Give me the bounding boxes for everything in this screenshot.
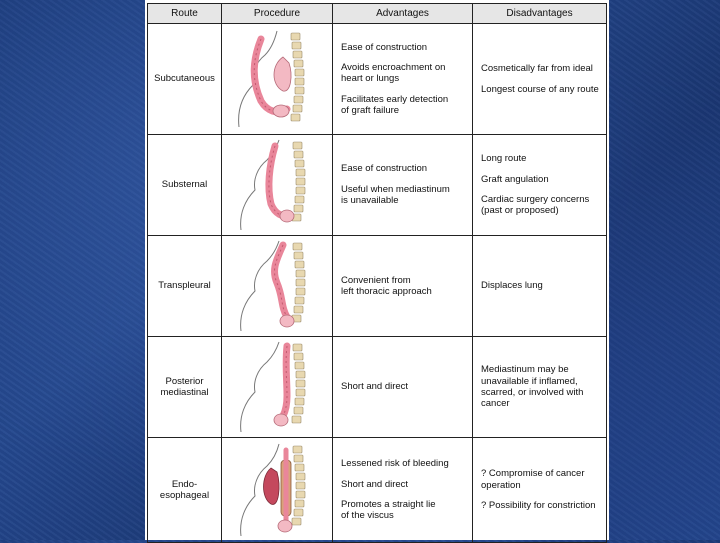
route-cell (148, 24, 222, 135)
table-row (148, 24, 607, 135)
table-sheet (145, 0, 609, 540)
route-cell (148, 135, 222, 236)
advantage-item: Ease of construction (341, 41, 428, 53)
route-cell (148, 337, 222, 438)
table-row (148, 236, 607, 337)
advantage-item: Lessened risk of bleeding (341, 458, 449, 470)
advantage-item: Facilitates early detection of graft failure (341, 93, 449, 117)
header-disadvantages: Disadvantages (473, 4, 607, 24)
advantage-item: Short and direct (341, 381, 409, 393)
table-row (148, 135, 607, 236)
disadvantages-cell (473, 438, 607, 543)
disadvantage-item: Cosmetically far from ideal (481, 63, 593, 75)
procedure-cell (222, 24, 333, 135)
disadvantage-item: Long route (481, 153, 527, 165)
advantages-cell (333, 438, 473, 543)
procedure-cell (222, 438, 333, 543)
disadvantage-item: Mediastinum may be unavailable if inflamed, scarred, or involved with cancer (481, 364, 584, 410)
advantage-item: Ease of construction (341, 163, 428, 175)
advantage-item: Convenient from left thoracic approach (341, 274, 432, 297)
route-label: Posterior mediastinal (160, 375, 209, 398)
procedure-cell (222, 337, 333, 438)
header-procedure: Procedure (222, 4, 333, 24)
disadvantages-cell (473, 24, 607, 135)
disadvantages-cell (473, 135, 607, 236)
advantages-cell (333, 24, 473, 135)
reconstruction-routes-table (147, 3, 607, 543)
procedure-cell (222, 135, 333, 236)
route-label: Transpleural (158, 280, 211, 292)
disadvantage-item: ? Possibility for constriction (481, 500, 596, 512)
header-row (148, 4, 607, 24)
transpleural-route-illustration (231, 239, 323, 333)
advantage-item: Promotes a straight lie of the viscus (341, 499, 436, 522)
table-row (148, 337, 607, 438)
advantages-cell (333, 337, 473, 438)
disadvantages-cell (473, 337, 607, 438)
route-label: Endo- esophageal (159, 478, 210, 501)
route-label: Substernal (161, 179, 208, 191)
header-route: Route (148, 4, 222, 24)
advantages-cell (333, 236, 473, 337)
table-row (148, 438, 607, 543)
route-label: Subcutaneous (154, 73, 215, 85)
advantage-item: Short and direct (341, 478, 409, 490)
route-cell (148, 438, 222, 543)
posterior-mediastinal-route-illustration (231, 340, 323, 434)
advantage-item: Useful when mediastinum is unavailable (341, 183, 450, 207)
advantages-cell (333, 135, 473, 236)
substernal-route-illustration (231, 138, 323, 232)
disadvantage-item: Displaces lung (481, 280, 543, 292)
route-cell (148, 236, 222, 337)
disadvantage-item: Longest course of any route (481, 83, 599, 95)
endoesophageal-route-illustration (231, 442, 323, 538)
disadvantage-item: Graft angulation (481, 173, 549, 185)
disadvantage-item: ? Compromise of cancer operation (481, 468, 585, 491)
disadvantages-cell (473, 236, 607, 337)
advantage-item: Avoids encroachment on heart or lungs (341, 61, 446, 85)
header-advantages: Advantages (333, 4, 473, 24)
procedure-cell (222, 236, 333, 337)
disadvantage-item: Cardiac surgery concerns (past or proposed) (481, 194, 590, 217)
subcutaneous-route-illustration (231, 29, 323, 129)
